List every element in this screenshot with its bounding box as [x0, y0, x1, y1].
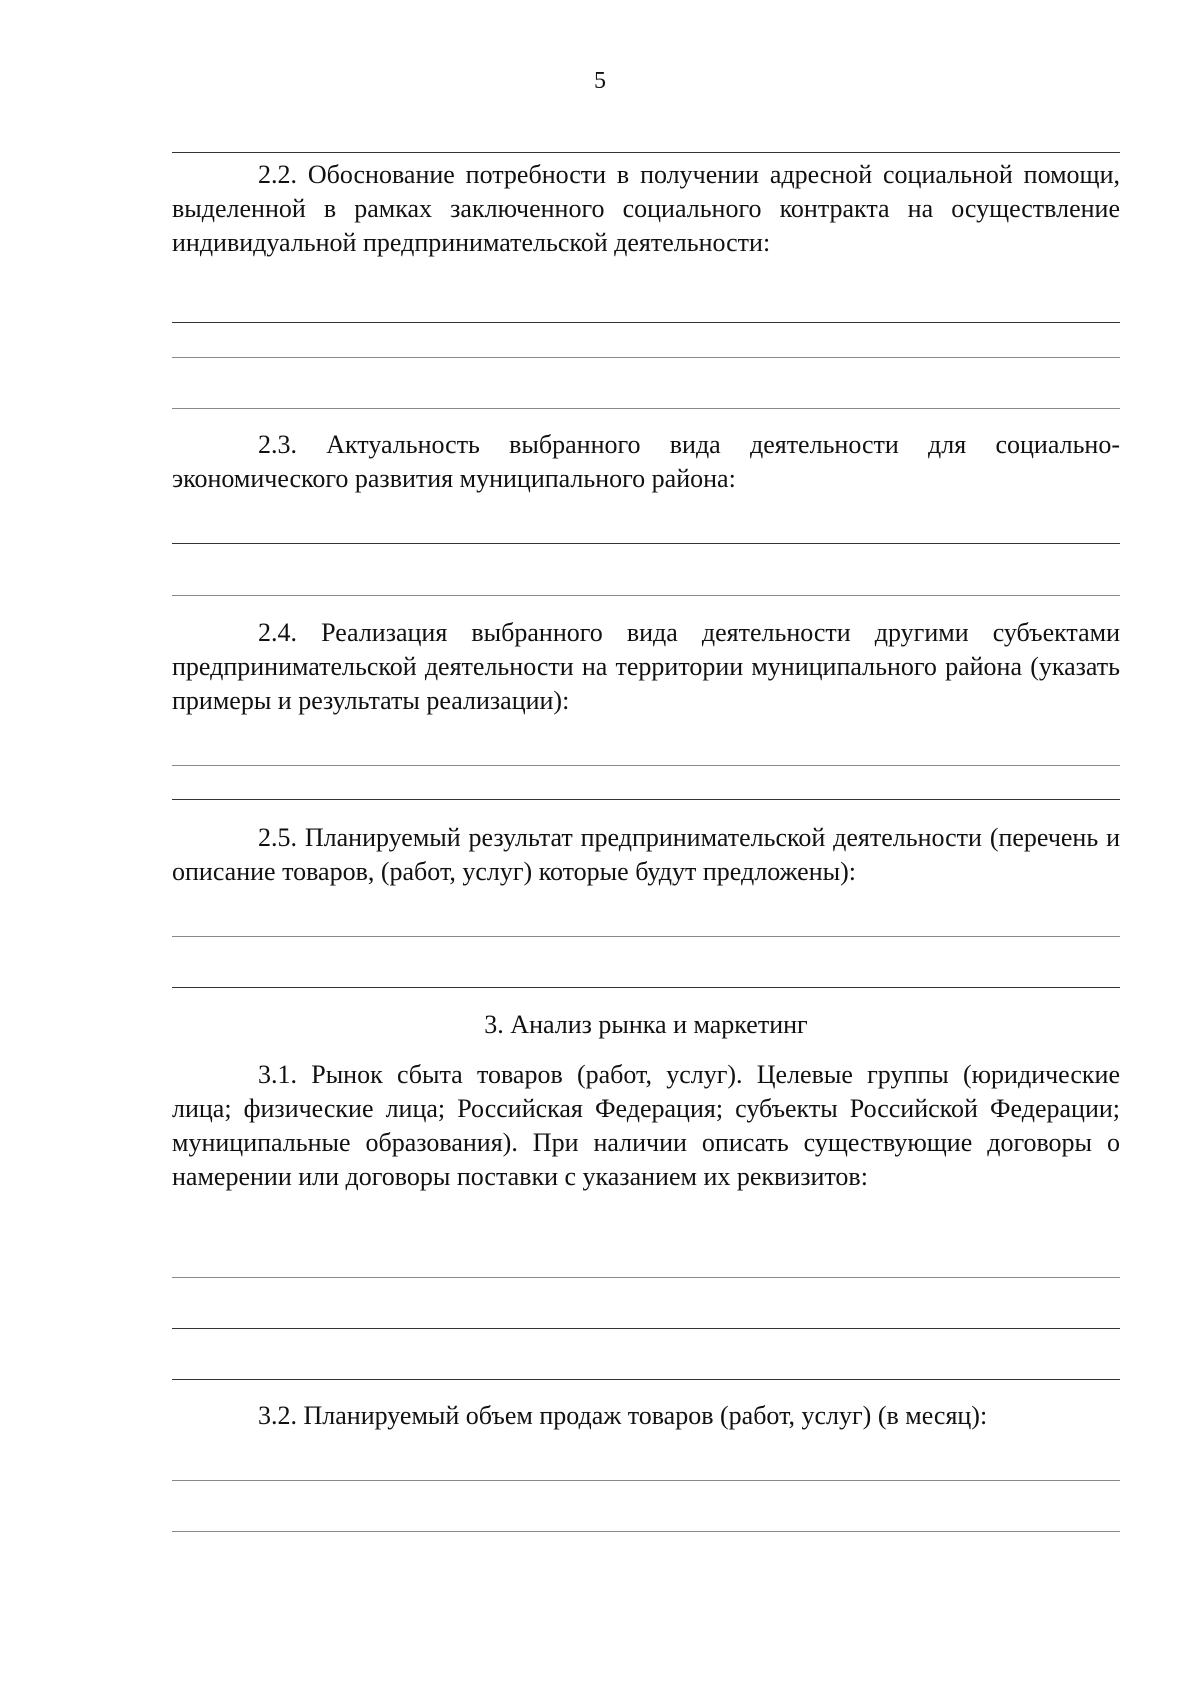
answer-line-2-2-2[interactable] — [172, 357, 1120, 358]
section-2-3-text: 2.3. Актуальность выбранного вида деятельности для социально-экономического развития муниципального района: — [172, 430, 1120, 493]
answer-line-2-4-1[interactable] — [172, 765, 1120, 766]
answer-line-2-2-1[interactable] — [172, 322, 1120, 323]
section-2-4-text: 2.4. Реализация выбранного вида деятельности другими субъектами предпринимательской деятельности на территории муниципального района (указать примеры и результаты реализации): — [172, 618, 1120, 715]
answer-line-2-5-1[interactable] — [172, 936, 1120, 937]
answer-line-3-1-1[interactable] — [172, 1277, 1120, 1278]
section-3-2-text: 3.2. Планируемый объем продаж товаров (работ, услуг) (в месяц): — [258, 1401, 988, 1430]
answer-line-3-2-1[interactable] — [172, 1480, 1120, 1481]
answer-line-2-2-3[interactable] — [172, 408, 1120, 409]
section-2-5-text: 2.5. Планируемый результат предпринимательской деятельности (перечень и описание товаров, (работ, услуг) которые будут предложены): — [172, 823, 1120, 886]
section-3-1-text: 3.1. Рынок сбыта товаров (работ, услуг). Целевые группы (юридические лица; физические лица; Российская Федерация; субъекты Российской Федерации; муниципальные образования). При наличии описать существующие договоры о намерении или договоры поставки с указанием их реквизитов: — [172, 1060, 1120, 1191]
answer-line-2-5-2[interactable] — [172, 987, 1120, 988]
answer-line-2-3-2[interactable] — [172, 595, 1120, 596]
answer-line-3-2-2[interactable] — [172, 1531, 1120, 1532]
answer-line-2-3-1[interactable] — [172, 543, 1120, 544]
page-number: 5 — [594, 68, 606, 94]
header-rule — [172, 152, 1120, 153]
section-3-heading: 3. Анализ рынка и маркетинг — [484, 1010, 808, 1039]
answer-line-3-1-2[interactable] — [172, 1328, 1120, 1329]
section-2-2-text: 2.2. Обоснование потребности в получении адресной социальной помощи, выделенной в рамках заключенного социального контракта на осуществление индивидуальной предпринимательской деятельности: — [172, 160, 1120, 257]
answer-line-2-4-2[interactable] — [172, 799, 1120, 800]
answer-line-3-1-3[interactable] — [172, 1379, 1120, 1380]
